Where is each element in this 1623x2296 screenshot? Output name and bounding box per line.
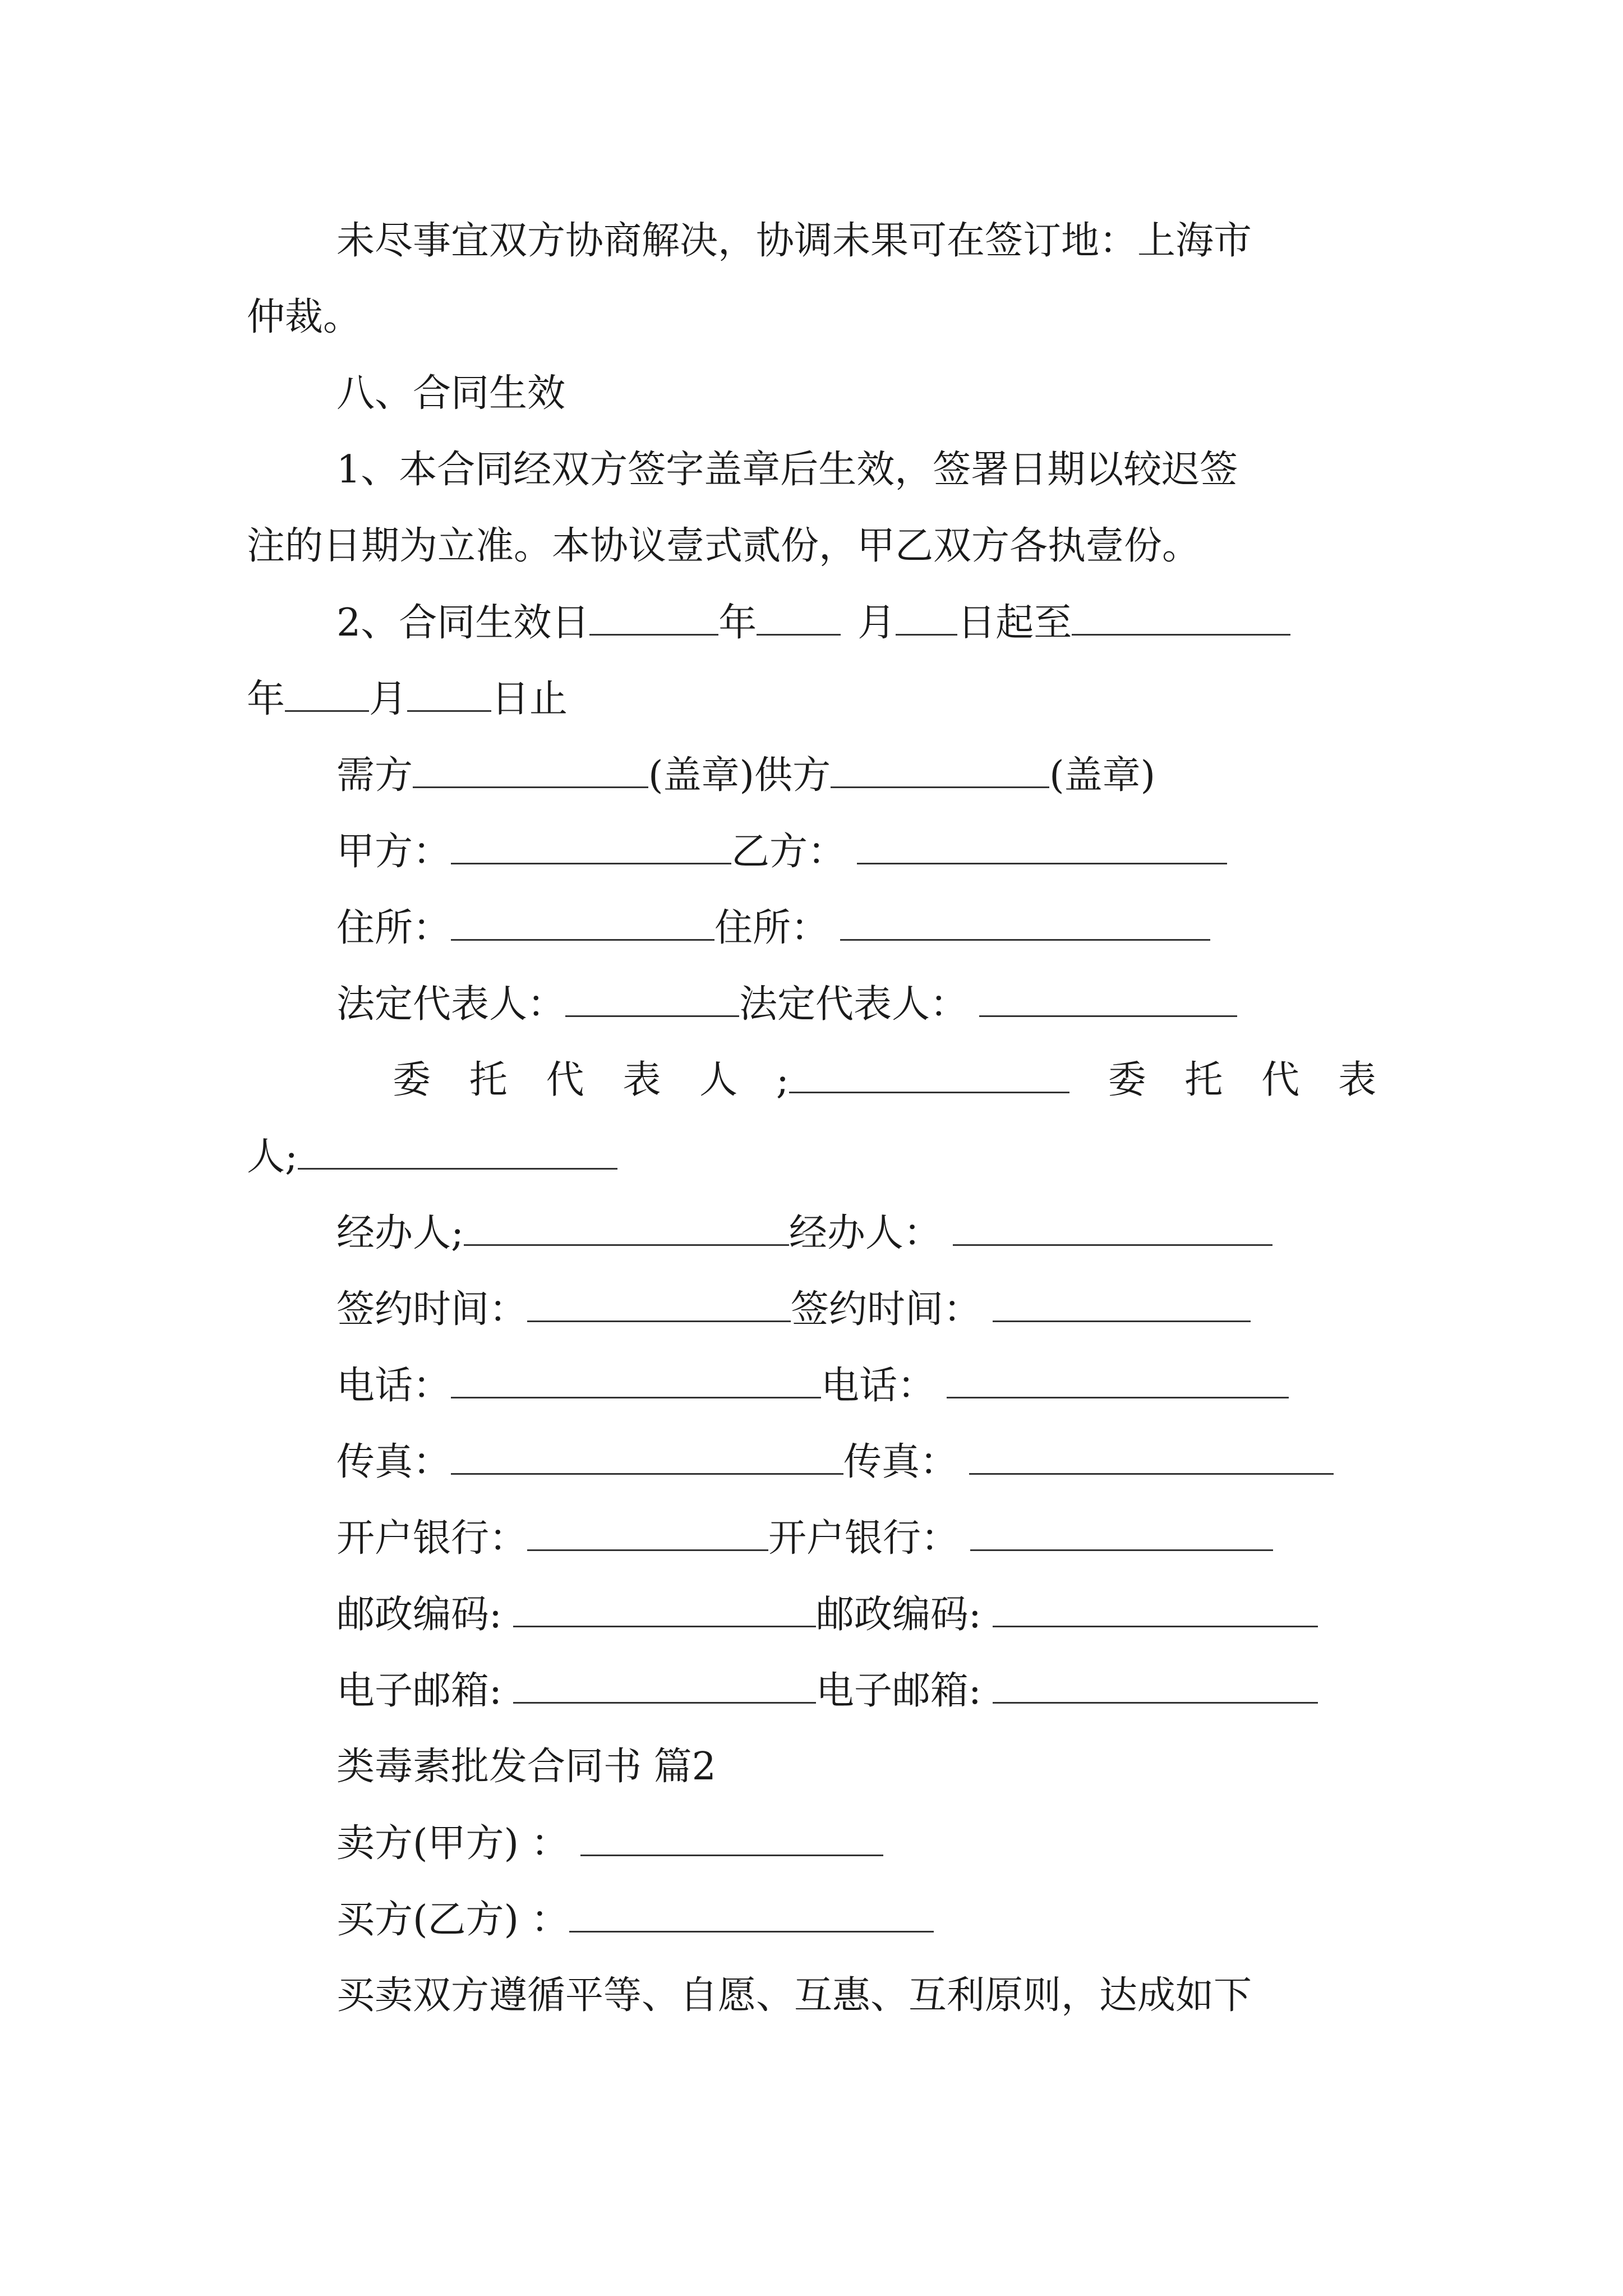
label: 法定代表人： [336,982,566,1027]
signature-line [336,1281,1376,1337]
label: 电子邮箱: [815,1669,981,1713]
label: 开户银行： [336,1516,528,1561]
blank-field[interactable] [451,1434,843,1475]
blank-field[interactable] [993,1586,1318,1627]
label: 开户银行： [768,1516,960,1561]
blank-field[interactable] [896,595,957,636]
signature-line [336,900,1376,956]
label: 签约时间： [791,1287,982,1332]
signature-line [336,1434,1376,1490]
label-char: 人 [699,1058,738,1102]
label: 邮政编码: [815,1593,981,1637]
blank-field[interactable] [580,1815,883,1856]
label: 月 [857,601,896,645]
signature-line [336,1358,1376,1414]
label-char: 代 [1261,1058,1300,1102]
label-char: 代 [546,1058,584,1102]
label: 住所： [336,906,451,950]
label: 住所： [714,906,829,950]
agent-line [247,1129,1376,1185]
effective-date-line [247,671,1376,727]
blank-field[interactable] [451,1358,821,1398]
blank-field[interactable] [451,823,731,864]
label: 签约时间： [336,1287,528,1332]
label: 经办人; [336,1211,464,1255]
signature-line [336,1663,1376,1719]
blank-field[interactable] [527,1510,768,1551]
blank-field[interactable] [1072,595,1290,636]
signature-line [336,1510,1376,1566]
paragraph-line: 未尽事宜双方协商解决，协调未果可在签订地：上海市 [336,219,1252,263]
section-heading: 八、合同生效 [336,371,566,416]
label: 甲方： [336,830,451,874]
label: 传真： [336,1440,451,1484]
blank-field[interactable] [565,976,739,1017]
label: 需方 [336,753,413,798]
blank-field[interactable] [569,1892,934,1932]
paragraph-line: 仲裁。 [247,295,362,339]
label: 乙方： [731,830,846,874]
blank-field[interactable] [757,595,841,636]
blank-field[interactable] [298,1129,617,1170]
signature-line [336,747,1376,803]
party-line [336,1892,1376,1948]
agent-line [393,1052,1376,1108]
blank-field[interactable] [285,671,369,712]
blank-field[interactable] [969,1434,1334,1475]
label: 年 [247,677,285,721]
blank-field[interactable] [857,823,1227,864]
label: 月 [369,677,408,721]
label-char: 表 [1338,1058,1376,1102]
label-char: 委 [1108,1058,1146,1102]
label-char: 委 [393,1058,431,1102]
blank-field[interactable] [589,595,718,636]
label: (盖章)供方 [648,753,831,798]
blank-field[interactable] [993,1663,1318,1704]
blank-field[interactable] [789,1052,1069,1093]
signature-line [336,1205,1376,1261]
blank-field[interactable] [953,1205,1272,1246]
label: 年 [718,601,757,645]
label-with-blank: ; [776,1052,1069,1108]
blank-field[interactable] [947,1358,1289,1398]
blank-field[interactable] [840,900,1210,941]
signature-line [336,976,1376,1032]
document-title: 类毒素批发合同书 篇2 [336,1745,716,1789]
blank-field[interactable] [407,671,491,712]
paragraph-line: 1、本合同经双方签字盖章后生效，签署日期以较迟签 [336,448,1238,492]
blank-field[interactable] [513,1663,816,1704]
signature-line [336,823,1376,880]
blank-field[interactable] [451,900,714,941]
label: 法定代表人： [739,982,969,1027]
effective-date-line [336,595,1376,651]
label: 日起至 [957,601,1072,645]
blank-field[interactable] [979,976,1237,1017]
blank-field[interactable] [970,1510,1273,1551]
blank-field[interactable] [527,1281,791,1322]
blank-field[interactable] [513,1586,816,1627]
blank-field[interactable] [413,747,648,788]
blank-field[interactable] [464,1205,789,1246]
party-line [336,1815,1376,1871]
label-char: 托 [469,1058,508,1102]
label: 传真： [843,1440,958,1484]
label: (盖章) [1049,753,1156,798]
label: 买方(乙方) ： [336,1898,569,1942]
label: 邮政编码: [336,1593,502,1637]
label: 日止 [491,677,568,721]
signature-line [336,1586,1376,1642]
label: 人; [247,1135,298,1179]
paragraph-line: 买卖双方遵循平等、自愿、互惠、互利原则，达成如下 [336,1973,1252,2018]
label: 电话： [336,1364,451,1408]
label-char: 表 [623,1058,661,1102]
label: 卖方(甲方) ： [336,1821,569,1866]
label: 电话： [821,1364,936,1408]
label: 2、合同生效日 [336,601,590,645]
label-char: 托 [1184,1058,1223,1102]
label: 电子邮箱: [336,1669,502,1713]
blank-field[interactable] [993,1281,1251,1322]
paragraph-line: 注的日期为立准。本协议壹式贰份，甲乙双方各执壹份。 [247,524,1201,568]
blank-field[interactable] [831,747,1049,788]
label: 经办人： [789,1211,942,1255]
